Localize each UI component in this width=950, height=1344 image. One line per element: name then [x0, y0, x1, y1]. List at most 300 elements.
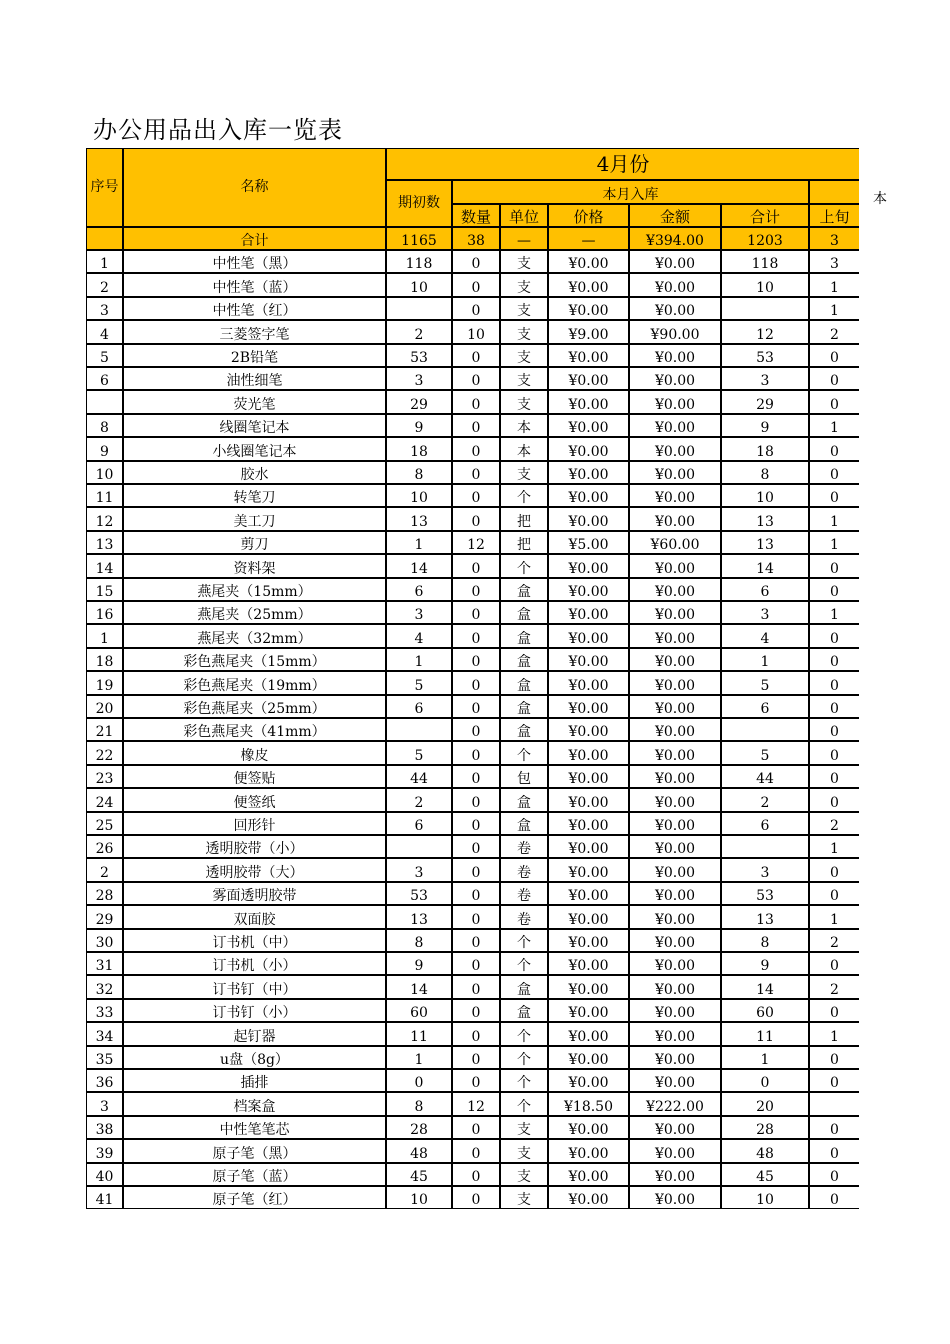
row-cell-prev: 2: [809, 929, 859, 952]
row-cell-prev: 0: [809, 1186, 859, 1209]
header-total: 合计: [721, 204, 809, 227]
row-cell-name: 中性笔（黑）: [123, 250, 386, 273]
row-cell-price: ¥0.00: [548, 952, 629, 975]
row-cell-amount: ¥0.00: [629, 1116, 721, 1139]
row-cell-opening: 10: [386, 1186, 452, 1209]
row-cell-seq: 35: [86, 1046, 123, 1069]
row-cell-opening: 13: [386, 507, 452, 531]
row-cell-price: ¥0.00: [548, 929, 629, 952]
row-cell-total: 3: [721, 601, 809, 624]
row-cell-unit: 卷: [500, 835, 548, 858]
row-cell-qty: 0: [452, 718, 500, 741]
row-cell-qty: 0: [452, 601, 500, 624]
row-cell-prev: 0: [809, 999, 859, 1022]
row-cell-prev: 0: [809, 695, 859, 718]
row-cell-qty: 0: [452, 671, 500, 695]
row-cell-price: ¥0.00: [548, 999, 629, 1022]
header-inbound-group: 本月入库: [452, 180, 809, 204]
row-cell-price: ¥0.00: [548, 648, 629, 671]
row-cell-opening: 48: [386, 1139, 452, 1163]
row-cell-seq: 8: [86, 414, 123, 437]
row-cell-opening: 118: [386, 250, 452, 273]
row-cell-opening: 8: [386, 1092, 452, 1116]
row-cell-seq: 41: [86, 1186, 123, 1209]
row-cell-prev: 0: [809, 765, 859, 788]
row-cell-qty: 0: [452, 461, 500, 484]
row-cell-prev: 0: [809, 648, 859, 671]
row-cell-price: ¥0.00: [548, 905, 629, 929]
row-cell-qty: 0: [452, 1186, 500, 1209]
row-cell-qty: 0: [452, 1022, 500, 1046]
row-cell-price: ¥0.00: [548, 835, 629, 858]
row-cell-name: 中性笔（蓝）: [123, 273, 386, 297]
row-cell-qty: 0: [452, 367, 500, 390]
row-cell-unit: 卷: [500, 882, 548, 905]
row-cell-price: ¥0.00: [548, 297, 629, 320]
row-cell-prev: 0: [809, 624, 859, 648]
row-cell-opening: 3: [386, 367, 452, 390]
row-cell-amount: ¥0.00: [629, 624, 721, 648]
row-cell-seq: 29: [86, 905, 123, 929]
row-cell-opening: 2: [386, 788, 452, 812]
row-cell-qty: 0: [452, 484, 500, 507]
row-cell-name: 透明胶带（大）: [123, 858, 386, 882]
row-cell-price: ¥0.00: [548, 1139, 629, 1163]
row-cell-amount: ¥0.00: [629, 858, 721, 882]
row-cell-name: 资料架: [123, 554, 386, 578]
row-cell-qty: 0: [452, 835, 500, 858]
row-cell-price: ¥0.00: [548, 507, 629, 531]
row-cell-name: 插排: [123, 1069, 386, 1092]
row-cell-total: 0: [721, 1069, 809, 1092]
row-cell-qty: 0: [452, 273, 500, 297]
row-cell-total: 10: [721, 1186, 809, 1209]
row-cell-qty: 0: [452, 952, 500, 975]
row-cell-qty: 10: [452, 320, 500, 344]
row-cell-price: ¥0.00: [548, 1186, 629, 1209]
row-cell-unit: 个: [500, 1092, 548, 1116]
row-cell-seq: 11: [86, 484, 123, 507]
row-cell-prev: 0: [809, 1139, 859, 1163]
row-cell-amount: ¥0.00: [629, 414, 721, 437]
row-cell-qty: 0: [452, 1116, 500, 1139]
row-cell-seq: 10: [86, 461, 123, 484]
row-cell-prev: 1: [809, 601, 859, 624]
row-cell-name: 订书钉（小）: [123, 999, 386, 1022]
row-cell-unit: 卷: [500, 858, 548, 882]
row-cell-unit: 支: [500, 297, 548, 320]
row-cell-price: ¥0.00: [548, 671, 629, 695]
row-cell-qty: 0: [452, 437, 500, 461]
row-cell-price: ¥0.00: [548, 414, 629, 437]
row-cell-unit: 个: [500, 952, 548, 975]
row-cell-prev: 1: [809, 273, 859, 297]
row-cell-amount: ¥0.00: [629, 671, 721, 695]
row-cell-total: 44: [721, 765, 809, 788]
row-cell-total: 5: [721, 741, 809, 765]
row-cell-seq: 1: [86, 250, 123, 273]
row-cell-seq: 30: [86, 929, 123, 952]
row-cell-opening: 8: [386, 461, 452, 484]
row-cell-seq: 34: [86, 1022, 123, 1046]
row-cell-opening: 9: [386, 414, 452, 437]
row-cell-unit: 盒: [500, 648, 548, 671]
totals-total: 1203: [721, 227, 809, 250]
row-cell-unit: 支: [500, 1186, 548, 1209]
row-cell-amount: ¥0.00: [629, 507, 721, 531]
row-cell-price: ¥18.50: [548, 1092, 629, 1116]
row-cell-seq: 19: [86, 671, 123, 695]
row-cell-prev: 2: [809, 975, 859, 999]
row-cell-opening: 10: [386, 273, 452, 297]
row-cell-name: 订书机（小）: [123, 952, 386, 975]
row-cell-total: 10: [721, 273, 809, 297]
row-cell-price: ¥0.00: [548, 765, 629, 788]
row-cell-name: 2B铅笔: [123, 344, 386, 367]
header-seq: 序号: [86, 148, 123, 227]
row-cell-unit: 盒: [500, 788, 548, 812]
row-cell-prev: 1: [809, 531, 859, 554]
row-cell-unit: 个: [500, 484, 548, 507]
row-cell-name: 燕尾夹（32mm）: [123, 624, 386, 648]
header-amount: 金额: [629, 204, 721, 227]
totals-opening: 1165: [386, 227, 452, 250]
row-cell-opening: 1: [386, 1046, 452, 1069]
row-cell-prev: 2: [809, 812, 859, 835]
row-cell-prev: 0: [809, 882, 859, 905]
row-cell-total: 18: [721, 437, 809, 461]
row-cell-qty: 0: [452, 975, 500, 999]
row-cell-amount: ¥0.00: [629, 344, 721, 367]
row-cell-name: 雾面透明胶带: [123, 882, 386, 905]
row-cell-unit: 本: [500, 437, 548, 461]
row-cell-qty: 12: [452, 1092, 500, 1116]
row-cell-name: 订书机（中）: [123, 929, 386, 952]
row-cell-total: [721, 297, 809, 320]
row-cell-unit: 支: [500, 320, 548, 344]
row-cell-prev: 0: [809, 1116, 859, 1139]
row-cell-seq: 9: [86, 437, 123, 461]
row-cell-amount: ¥0.00: [629, 1186, 721, 1209]
row-cell-seq: [86, 390, 123, 414]
row-cell-opening: 3: [386, 601, 452, 624]
row-cell-amount: ¥0.00: [629, 367, 721, 390]
row-cell-total: 4: [721, 624, 809, 648]
row-cell-amount: ¥0.00: [629, 484, 721, 507]
row-cell-price: ¥0.00: [548, 367, 629, 390]
row-cell-amount: ¥0.00: [629, 788, 721, 812]
header-qty: 数量: [452, 204, 500, 227]
row-cell-opening: 2: [386, 320, 452, 344]
row-cell-opening: [386, 835, 452, 858]
row-cell-amount: ¥0.00: [629, 1046, 721, 1069]
row-cell-price: ¥0.00: [548, 1022, 629, 1046]
row-cell-opening: 14: [386, 975, 452, 999]
row-cell-name: 剪刀: [123, 531, 386, 554]
row-cell-prev: 0: [809, 367, 859, 390]
row-cell-total: 5: [721, 671, 809, 695]
row-cell-unit: 盒: [500, 718, 548, 741]
row-cell-total: 8: [721, 929, 809, 952]
row-cell-prev: 0: [809, 390, 859, 414]
row-cell-name: 双面胶: [123, 905, 386, 929]
row-cell-seq: 26: [86, 835, 123, 858]
row-cell-qty: 0: [452, 297, 500, 320]
row-cell-price: ¥9.00: [548, 320, 629, 344]
row-cell-opening: 1: [386, 648, 452, 671]
row-cell-qty: 0: [452, 554, 500, 578]
row-cell-seq: 33: [86, 999, 123, 1022]
row-cell-total: 9: [721, 952, 809, 975]
row-cell-total: 14: [721, 554, 809, 578]
cut-header-text: 本: [873, 191, 887, 207]
row-cell-total: 3: [721, 858, 809, 882]
row-cell-opening: [386, 718, 452, 741]
row-cell-amount: ¥0.00: [629, 1139, 721, 1163]
row-cell-unit: 盒: [500, 999, 548, 1022]
row-cell-total: 8: [721, 461, 809, 484]
row-cell-amount: ¥0.00: [629, 648, 721, 671]
row-cell-prev: 0: [809, 437, 859, 461]
row-cell-qty: 12: [452, 531, 500, 554]
row-cell-qty: 0: [452, 858, 500, 882]
row-cell-name: 回形针: [123, 812, 386, 835]
row-cell-unit: 个: [500, 741, 548, 765]
row-cell-amount: ¥0.00: [629, 695, 721, 718]
row-cell-amount: ¥0.00: [629, 297, 721, 320]
row-cell-price: ¥0.00: [548, 250, 629, 273]
row-cell-seq: 23: [86, 765, 123, 788]
row-cell-price: ¥0.00: [548, 695, 629, 718]
row-cell-prev: 1: [809, 414, 859, 437]
row-cell-qty: 0: [452, 1046, 500, 1069]
totals-qty: 38: [452, 227, 500, 250]
row-cell-unit: 支: [500, 367, 548, 390]
row-cell-name: 荧光笔: [123, 390, 386, 414]
row-cell-name: 彩色燕尾夹（19mm）: [123, 671, 386, 695]
row-cell-opening: 9: [386, 952, 452, 975]
row-cell-unit: 盒: [500, 624, 548, 648]
row-cell-total: 53: [721, 344, 809, 367]
row-cell-price: ¥0.00: [548, 975, 629, 999]
row-cell-price: ¥0.00: [548, 484, 629, 507]
header-prev-period: 上旬: [809, 204, 859, 227]
row-cell-prev: 0: [809, 461, 859, 484]
row-cell-seq: 6: [86, 367, 123, 390]
row-cell-total: 2: [721, 788, 809, 812]
row-cell-price: ¥0.00: [548, 1069, 629, 1092]
row-cell-price: ¥0.00: [548, 461, 629, 484]
row-cell-qty: 0: [452, 1069, 500, 1092]
row-cell-total: 28: [721, 1116, 809, 1139]
row-cell-qty: 0: [452, 1163, 500, 1186]
row-cell-unit: 把: [500, 507, 548, 531]
row-cell-opening: 8: [386, 929, 452, 952]
row-cell-opening: 6: [386, 695, 452, 718]
row-cell-price: ¥0.00: [548, 273, 629, 297]
row-cell-amount: ¥0.00: [629, 882, 721, 905]
row-cell-total: 10: [721, 484, 809, 507]
row-cell-seq: 13: [86, 531, 123, 554]
row-cell-name: 线圈笔记本: [123, 414, 386, 437]
row-cell-seq: 31: [86, 952, 123, 975]
row-cell-prev: 0: [809, 1046, 859, 1069]
row-cell-prev: 0: [809, 1163, 859, 1186]
row-cell-unit: 个: [500, 1046, 548, 1069]
row-cell-seq: 38: [86, 1116, 123, 1139]
row-cell-unit: 个: [500, 554, 548, 578]
row-cell-amount: ¥0.00: [629, 929, 721, 952]
row-cell-opening: 5: [386, 671, 452, 695]
row-cell-seq: 3: [86, 297, 123, 320]
row-cell-qty: 0: [452, 344, 500, 367]
row-cell-opening: 1: [386, 531, 452, 554]
row-cell-name: 彩色燕尾夹（25mm）: [123, 695, 386, 718]
row-cell-price: ¥0.00: [548, 858, 629, 882]
row-cell-opening: 44: [386, 765, 452, 788]
row-cell-seq: 21: [86, 718, 123, 741]
row-cell-price: ¥0.00: [548, 741, 629, 765]
row-cell-total: 6: [721, 578, 809, 601]
totals-prev: 3: [809, 227, 859, 250]
row-cell-prev: 0: [809, 788, 859, 812]
row-cell-amount: ¥0.00: [629, 835, 721, 858]
row-cell-name: 原子笔（红）: [123, 1186, 386, 1209]
row-cell-qty: 0: [452, 999, 500, 1022]
row-cell-price: ¥0.00: [548, 578, 629, 601]
row-cell-qty: 0: [452, 578, 500, 601]
row-cell-seq: 14: [86, 554, 123, 578]
row-cell-total: 60: [721, 999, 809, 1022]
row-cell-seq: 3: [86, 1092, 123, 1116]
row-cell-prev: 1: [809, 297, 859, 320]
row-cell-unit: 盒: [500, 812, 548, 835]
row-cell-prev: 2: [809, 320, 859, 344]
row-cell-amount: ¥0.00: [629, 273, 721, 297]
row-cell-unit: 个: [500, 1069, 548, 1092]
row-cell-name: 起钉器: [123, 1022, 386, 1046]
row-cell-prev: 0: [809, 741, 859, 765]
row-cell-name: 原子笔（蓝）: [123, 1163, 386, 1186]
row-cell-name: 订书钉（中）: [123, 975, 386, 999]
row-cell-total: 6: [721, 812, 809, 835]
row-cell-seq: 32: [86, 975, 123, 999]
row-cell-opening: 18: [386, 437, 452, 461]
row-cell-opening: 5: [386, 741, 452, 765]
totals-amount: ¥394.00: [629, 227, 721, 250]
row-cell-price: ¥0.00: [548, 624, 629, 648]
row-cell-price: ¥0.00: [548, 554, 629, 578]
row-cell-amount: ¥0.00: [629, 578, 721, 601]
row-cell-name: 原子笔（黑）: [123, 1139, 386, 1163]
header-opening: 期初数: [386, 180, 452, 227]
row-cell-opening: 53: [386, 344, 452, 367]
row-cell-name: 燕尾夹（25mm）: [123, 601, 386, 624]
row-cell-name: 燕尾夹（15mm）: [123, 578, 386, 601]
row-cell-amount: ¥0.00: [629, 437, 721, 461]
row-cell-prev: 1: [809, 1022, 859, 1046]
row-cell-amount: ¥0.00: [629, 601, 721, 624]
row-cell-price: ¥0.00: [548, 882, 629, 905]
row-cell-total: 9: [721, 414, 809, 437]
row-cell-seq: 25: [86, 812, 123, 835]
inventory-table: [86, 148, 859, 1210]
row-cell-unit: 包: [500, 765, 548, 788]
row-cell-seq: 5: [86, 344, 123, 367]
row-cell-qty: 0: [452, 765, 500, 788]
header-price: 价格: [548, 204, 629, 227]
row-cell-qty: 0: [452, 648, 500, 671]
row-cell-seq: 20: [86, 695, 123, 718]
row-cell-unit: 个: [500, 929, 548, 952]
row-cell-amount: ¥0.00: [629, 1163, 721, 1186]
row-cell-prev: 0: [809, 554, 859, 578]
totals-price: —: [548, 227, 629, 250]
page-title: 办公用品出入库一览表: [93, 116, 343, 144]
row-cell-amount: ¥0.00: [629, 718, 721, 741]
row-cell-name: 透明胶带（小）: [123, 835, 386, 858]
row-cell-seq: 12: [86, 507, 123, 531]
header-name: 名称: [123, 148, 386, 227]
row-cell-name: 美工刀: [123, 507, 386, 531]
header-blank: [809, 180, 859, 204]
row-cell-unit: 盒: [500, 601, 548, 624]
row-cell-unit: 支: [500, 390, 548, 414]
row-cell-prev: 0: [809, 952, 859, 975]
row-cell-unit: 支: [500, 1116, 548, 1139]
row-cell-total: 13: [721, 531, 809, 554]
row-cell-seq: 36: [86, 1069, 123, 1092]
totals-name: 合计: [123, 227, 386, 250]
row-cell-price: ¥0.00: [548, 1116, 629, 1139]
row-cell-amount: ¥0.00: [629, 250, 721, 273]
row-cell-opening: 60: [386, 999, 452, 1022]
row-cell-seq: 15: [86, 578, 123, 601]
row-cell-amount: ¥0.00: [629, 741, 721, 765]
row-cell-seq: 2: [86, 273, 123, 297]
row-cell-qty: 0: [452, 507, 500, 531]
row-cell-total: 6: [721, 695, 809, 718]
row-cell-name: 便签贴: [123, 765, 386, 788]
row-cell-opening: 45: [386, 1163, 452, 1186]
row-cell-amount: ¥0.00: [629, 952, 721, 975]
row-cell-price: ¥0.00: [548, 390, 629, 414]
row-cell-unit: 盒: [500, 671, 548, 695]
row-cell-qty: 0: [452, 414, 500, 437]
row-cell-opening: 29: [386, 390, 452, 414]
row-cell-opening: 28: [386, 1116, 452, 1139]
row-cell-seq: 39: [86, 1139, 123, 1163]
row-cell-prev: 0: [809, 578, 859, 601]
row-cell-prev: 0: [809, 858, 859, 882]
row-cell-unit: 支: [500, 273, 548, 297]
row-cell-unit: 本: [500, 414, 548, 437]
row-cell-total: 13: [721, 507, 809, 531]
row-cell-seq: 1: [86, 624, 123, 648]
row-cell-qty: 0: [452, 741, 500, 765]
row-cell-prev: 0: [809, 484, 859, 507]
row-cell-amount: ¥0.00: [629, 1022, 721, 1046]
row-cell-opening: 3: [386, 858, 452, 882]
row-cell-amount: ¥0.00: [629, 905, 721, 929]
row-cell-seq: 2: [86, 858, 123, 882]
row-cell-opening: 6: [386, 578, 452, 601]
row-cell-name: u盘（8g）: [123, 1046, 386, 1069]
row-cell-opening: 13: [386, 905, 452, 929]
row-cell-opening: 11: [386, 1022, 452, 1046]
header-month: 4月份: [386, 148, 859, 180]
row-cell-price: ¥0.00: [548, 601, 629, 624]
